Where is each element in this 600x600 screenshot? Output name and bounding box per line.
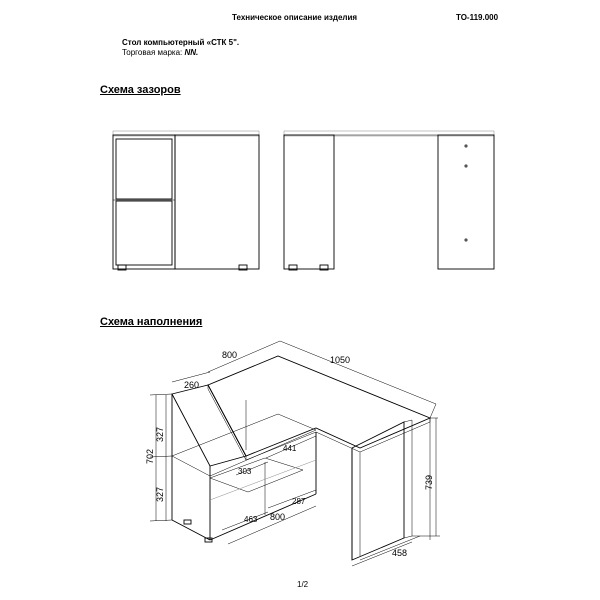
section-title-filling: Схема наполнения	[100, 316, 203, 328]
dim-inner-463: 463	[244, 515, 258, 524]
dim-height-total-left: 702	[145, 448, 155, 464]
dim-depth-top: 800	[222, 350, 238, 360]
gap-side-view	[284, 131, 494, 270]
document-title: Техническое описание изделия	[232, 13, 358, 22]
brand-value: NN.	[184, 48, 199, 57]
dim-height-upper: 327	[155, 426, 165, 442]
dim-height-right: 739	[424, 474, 434, 490]
dim-leg-458: 458	[392, 548, 408, 558]
dim-inner-287: 287	[292, 497, 306, 506]
product-name: Стол компьютерный «СТК 5".	[122, 38, 240, 47]
filling-isometric-drawing	[150, 341, 440, 566]
dim-height-lower: 327	[155, 486, 165, 502]
dim-width-top: 1050	[330, 355, 351, 365]
dim-inner-303: 303	[238, 467, 252, 476]
section-title-gaps: Схема зазоров	[100, 84, 181, 96]
dim-inner-441: 441	[283, 444, 297, 453]
dim-shelf-depth: 260	[184, 380, 200, 390]
dim-bottom-800: 800	[270, 512, 286, 522]
document-code: ТО-119.000	[456, 13, 499, 22]
brand-label: Торговая марка:	[122, 48, 183, 57]
page-number: 1/2	[297, 580, 309, 589]
gap-front-view	[113, 131, 259, 270]
